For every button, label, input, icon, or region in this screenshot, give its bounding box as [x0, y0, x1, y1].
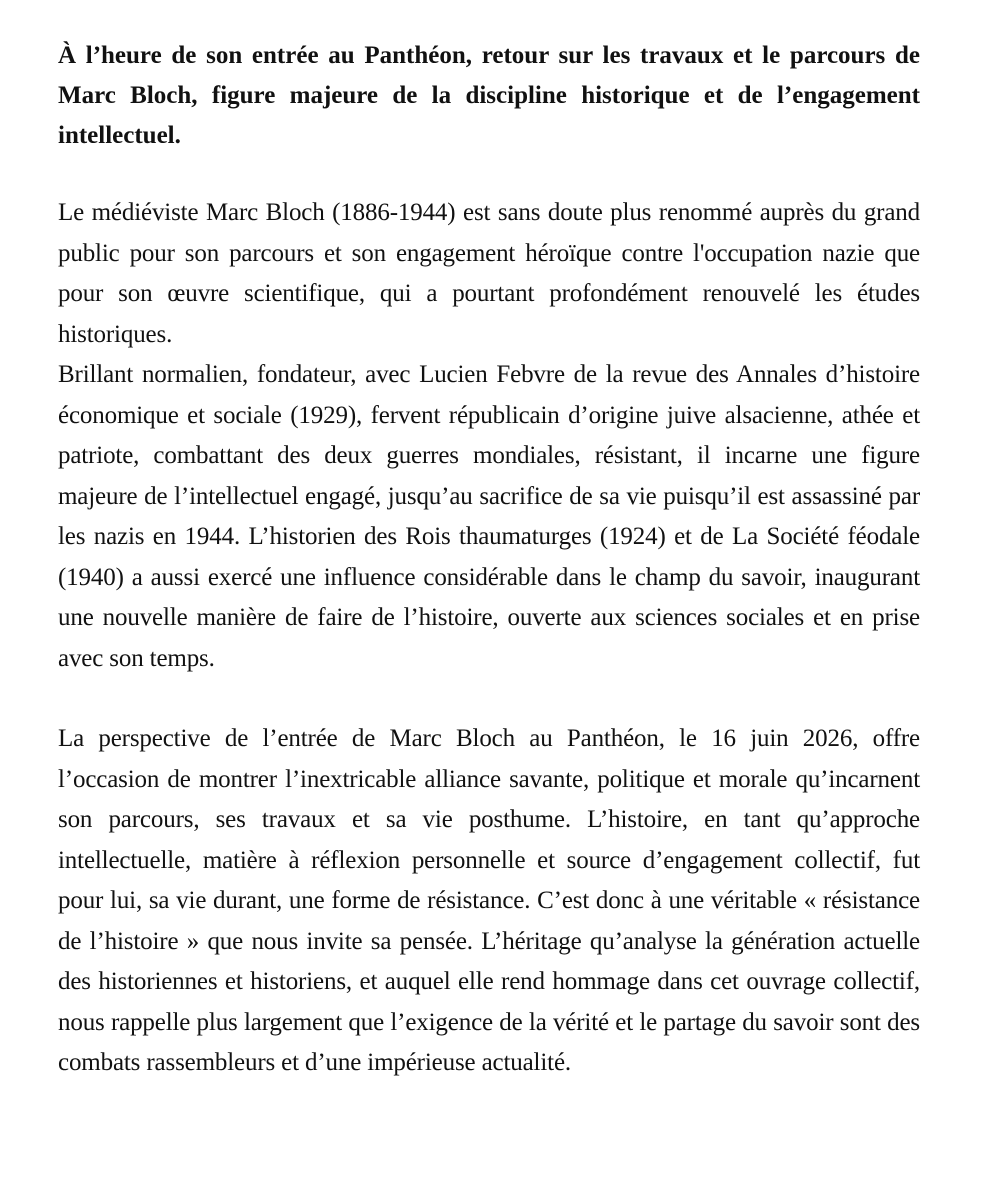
paragraph-spacer	[58, 679, 920, 719]
document-body	[58, 36, 920, 1084]
body-paragraph-3: La perspective de l’entrée de Marc Bloch au Panthéon, le 16 juin 2026, offre l’occasion de montrer l’inextricable alliance savante, politique et morale qu’incarnent son parcours, ses travaux et sa vie posthume. L’histoire, en tant qu’approche intellectuelle, matière à réflexion personnelle et source d’engagement collectif, fut pour lui, sa vie durant, une forme de résistance. C’est donc à une véritable « résistance de l’histoire » que nous invite sa pensée. L’héritage qu’analyse la génération actuelle des historiennes et historiens, et auquel elle rend hommage dans cet ouvrage collectif, nous rappelle plus largement que l’exigence de la vérité et le partage du savoir sont des combats rassembleurs et d’une impérieuse actualité.	[58, 725, 920, 1076]
body-paragraph-2: Brillant normalien, fondateur, avec Lucien Febvre de la revue des Annales d’histoire économique et sociale (1929), fervent républicain d’origine juive alsacienne, athée et patriote, combattant des deux guerres mondiales, résistant, il incarne une figure majeure de l’intellectuel engagé, jusqu’au sacrifice de sa vie puisqu’il est assassiné par les nazis en 1944. L’historien des Rois thaumaturges (1924) et de La Société féodale (1940) a aussi exercé une influence considérable dans le champ du savoir, inaugurant une nouvelle manière de faire de l’histoire, ouverte aux sciences sociales et en prise avec son temps.	[58, 361, 920, 672]
body-paragraph-1: Le médiéviste Marc Bloch (1886-1944) est sans doute plus renommé auprès du grand public pour son parcours et son engagement héroïque contre l'occupation nazie que pour son œuvre scientifique, qui a pourtant profondément renouvelé les études historiques.	[58, 199, 920, 348]
lead-paragraph: À l’heure de son entrée au Panthéon, retour sur les travaux et le parcours de Marc Bloch, figure majeure de la discipline historique et de l’engagement intellectuel.	[58, 42, 920, 149]
